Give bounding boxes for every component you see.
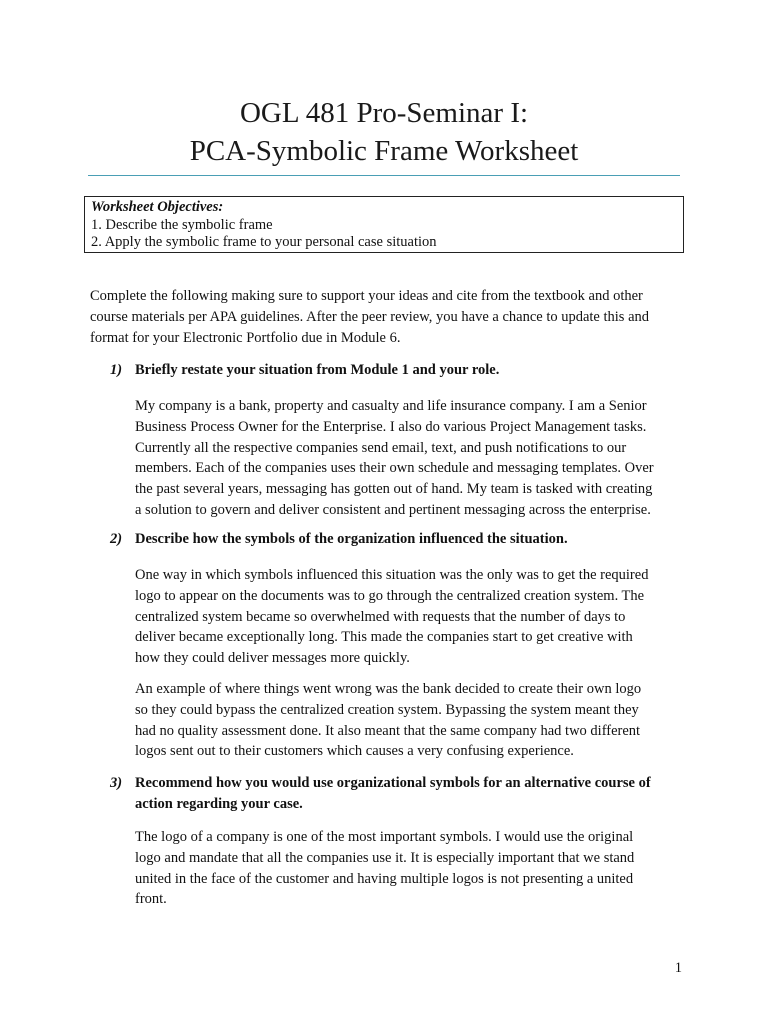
intro-line: format for your Electronic Portfolio due in Module 6. bbox=[90, 329, 401, 346]
title-divider bbox=[88, 175, 680, 176]
title-line-1: OGL 481 Pro-Seminar I: bbox=[239, 97, 529, 129]
answer-line: members. Each of the companies uses their own schedule and messaging templates. Over bbox=[135, 460, 654, 477]
answer-2-paragraph-1 bbox=[135, 565, 695, 669]
intro-paragraph bbox=[90, 286, 690, 348]
objective-item: 1. Describe the symbolic frame bbox=[91, 216, 273, 233]
question-3 bbox=[110, 773, 690, 815]
answer-line: united in the face of the customer and having multiple logos is not presenting a united bbox=[135, 870, 634, 887]
answer-line: Currently all the respective companies send email, text, and push notifications to our bbox=[135, 439, 627, 456]
page-number: 1 bbox=[674, 960, 682, 976]
objective-item: 2. Apply the symbolic frame to your personal case situation bbox=[91, 234, 437, 250]
answer-line: Business Process Owner for the Enterprise. I also do various Project Management tasks. bbox=[135, 418, 647, 435]
answer-line: An example of where things went wrong was the bank decided to create their own logo bbox=[135, 681, 642, 697]
answer-line: deliver became exceptionally long. This made the companies start to get creative with bbox=[135, 629, 633, 646]
answer-line: a solution to govern and deliver consistent and pertinent messaging across the enterprise. bbox=[135, 501, 651, 518]
answer-line: The logo of a company is one of the most important symbols. I would use the original bbox=[135, 829, 634, 845]
question-text: Describe how the symbols of the organization influenced the situation. bbox=[135, 531, 568, 547]
question-text-continued: action regarding your case. bbox=[135, 796, 303, 812]
question-2 bbox=[110, 529, 690, 550]
intro-line: course materials per APA guidelines. After the peer review, you have a chance to update this and bbox=[90, 308, 650, 325]
question-number: 1) bbox=[110, 362, 123, 378]
question-number: 3) bbox=[110, 775, 123, 791]
answer-line: logos sent out to their customers which causes a very confusing experience. bbox=[135, 743, 574, 760]
answer-1-paragraph bbox=[135, 396, 695, 521]
answer-line: so they could bypass the centralized creation system. Bypassing the system meant they bbox=[135, 701, 639, 718]
question-text: Recommend how you would use organizational symbols for an alternative course of bbox=[135, 775, 651, 791]
answer-2-paragraph-2 bbox=[135, 679, 695, 762]
answer-line: logo to appear on the documents was to go through the centralized creation system. The bbox=[135, 587, 645, 604]
answer-line: the past several years, messaging has gotten out of hand. My team is tasked with creating bbox=[135, 481, 653, 498]
answer-line: One way in which symbols influenced this situation was the only was to get the required bbox=[135, 567, 649, 583]
answer-line: logo and mandate that all the companies use it. It is especially important that we stand bbox=[135, 849, 635, 866]
title-line-2: PCA-Symbolic Frame Worksheet bbox=[189, 135, 579, 167]
answer-3-paragraph bbox=[135, 827, 695, 910]
page-title bbox=[0, 94, 768, 170]
question-1 bbox=[110, 360, 690, 381]
answer-line: had no quality assessment done. It also meant that the same company had two different bbox=[135, 722, 641, 739]
objectives-box bbox=[84, 196, 684, 253]
intro-line: Complete the following making sure to support your ideas and cite from the textbook and other bbox=[90, 288, 643, 304]
objectives-heading: Worksheet Objectives: bbox=[91, 199, 224, 215]
question-text: Briefly restate your situation from Module 1 and your role. bbox=[135, 362, 500, 378]
answer-line: centralized system became so overwhelmed with requests that the number of days to bbox=[135, 608, 626, 625]
answer-line: front. bbox=[135, 891, 167, 908]
answer-line: My company is a bank, property and casualty and life insurance company. I am a Senior bbox=[135, 398, 647, 414]
answer-line: how they could deliver messages more quickly. bbox=[135, 650, 410, 667]
question-number: 2) bbox=[110, 531, 123, 547]
